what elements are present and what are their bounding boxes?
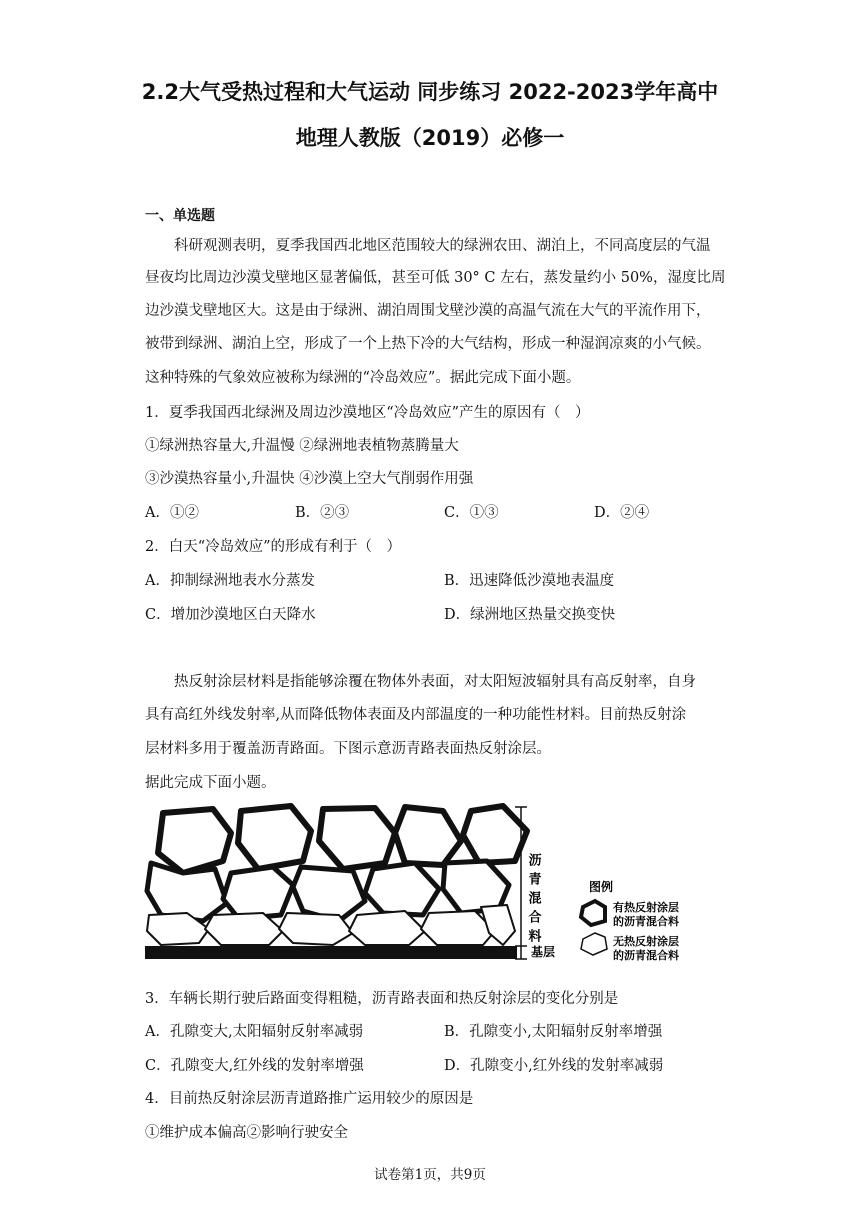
question-3-stem: 3．车辆长期行驶后路面变得粗糙，沥青路表面和热反射涂层的变化分别是 xyxy=(145,991,619,1007)
coated-stone xyxy=(395,807,461,865)
coated-stone xyxy=(238,806,311,869)
passage1-line: 边沙漠戈壁地区大。这是由于绿洲、湖泊周围戈壁沙漠的高温气流在大气的平流作用下， xyxy=(145,303,711,319)
page-footer: 试卷第1页，共9页 xyxy=(374,1167,486,1183)
legend-title: 图例 xyxy=(589,880,614,894)
question-1-item: ③沙漠热容量小,升温快 ④沙漠上空大气削弱作用强 xyxy=(145,471,474,487)
coated-stone xyxy=(319,808,395,869)
question-2-option-b: B．迅速降低沙漠地表温度 xyxy=(444,573,615,589)
question-3-option-a: A．孔隙变大,太阳辐射反射率减弱 xyxy=(145,1024,364,1040)
base-layer-bar xyxy=(145,946,517,959)
coated-stone xyxy=(223,867,293,919)
document-title-line2: 地理人教版（2019）必修一 xyxy=(295,126,565,150)
base-label: 基层 xyxy=(531,945,556,959)
passage1-line: 被带到绿洲、湖泊上空，形成了一个上热下冷的大气结构，形成一种湿润凉爽的小气候。 xyxy=(145,336,711,352)
question-3-option-d: D．孔隙变小,红外线的发射率减弱 xyxy=(444,1058,664,1074)
question-1-item: ①绿洲热容量大,升温慢 ②绿洲地表植物蒸腾量大 xyxy=(145,438,459,454)
coated-stone xyxy=(158,809,231,873)
legend-uncoated-line2: 的沥青混合料 xyxy=(613,949,679,962)
layer-label: 沥青混合料 xyxy=(525,853,541,948)
asphalt-coating-figure xyxy=(143,803,703,973)
question-3-option-c: C．孔隙变大,红外线的发射率增强 xyxy=(145,1058,364,1074)
question-2-option-d: D．绿洲地区热量交换变快 xyxy=(444,607,616,623)
section-heading: 一、单选题 xyxy=(145,208,215,224)
coated-stone xyxy=(463,806,527,863)
passage2-line: 层材料多用于覆盖沥青路面。下图示意沥青路表面热反射涂层。 xyxy=(145,741,551,757)
question-1-option-a: A．①② xyxy=(145,505,199,521)
question-2-stem: 2．白天“冷岛效应”的形成有利于（ ） xyxy=(145,539,402,555)
question-2-option-a: A．抑制绿洲地表水分蒸发 xyxy=(145,573,315,589)
asphalt-aggregate-stones xyxy=(147,806,527,945)
question-1-option-d: D．②④ xyxy=(594,505,650,521)
legend-uncoated-swatch xyxy=(581,933,607,955)
question-4-stem: 4．目前热反射涂层沥青道路推广运用较少的原因是 xyxy=(145,1091,474,1107)
question-1-option-b: B．②③ xyxy=(295,505,350,521)
passage1-line: 昼夜均比周边沙漠戈壁地区显著偏低，甚至可低 30° C 左右，蒸发量约小 50%，湿度比周 xyxy=(145,270,726,286)
coated-stone xyxy=(365,863,439,915)
question-4-item: ①维护成本偏高②影响行驶安全 xyxy=(145,1125,348,1141)
question-3-option-b: B．孔隙变小,太阳辐射反射率增强 xyxy=(444,1024,663,1040)
question-2-option-c: C．增加沙漠地区白天降水 xyxy=(145,607,316,623)
passage2-line: 具有高红外线发射率,从而降低物体表面及内部温度的一种功能性材料。目前热反射涂 xyxy=(145,707,687,723)
document-title-line1: 2.2大气受热过程和大气运动 同步练习 2022-2023学年高中 xyxy=(141,80,719,104)
uncoated-stone xyxy=(279,913,353,945)
question-1-option-c: C．①③ xyxy=(444,505,499,521)
passage2-line: 热反射涂层材料是指能够涂覆在物体外表面，对太阳短波辐射具有高反射率，自身 xyxy=(174,674,696,690)
legend-coated-line2: 的沥青混合料 xyxy=(613,915,679,928)
passage2-line: 据此完成下面小题。 xyxy=(145,775,276,791)
legend-coated-swatch xyxy=(581,901,605,925)
question-1-stem: 1．夏季我国西北绿洲及周边沙漠地区“冷岛效应”产生的原因有（ ） xyxy=(145,405,590,421)
legend-uncoated-line1: 无热反射涂层 xyxy=(613,935,679,948)
legend-coated-line1: 有热反射涂层 xyxy=(613,901,679,914)
passage1-line: 科研观测表明，夏季我国西北地区范围较大的绿洲农田、湖泊上，不同高度层的气温 xyxy=(174,238,711,254)
passage1-line: 这种特殊的气象效应被称为绿洲的“冷岛效应”。据此完成下面小题。 xyxy=(145,370,581,386)
